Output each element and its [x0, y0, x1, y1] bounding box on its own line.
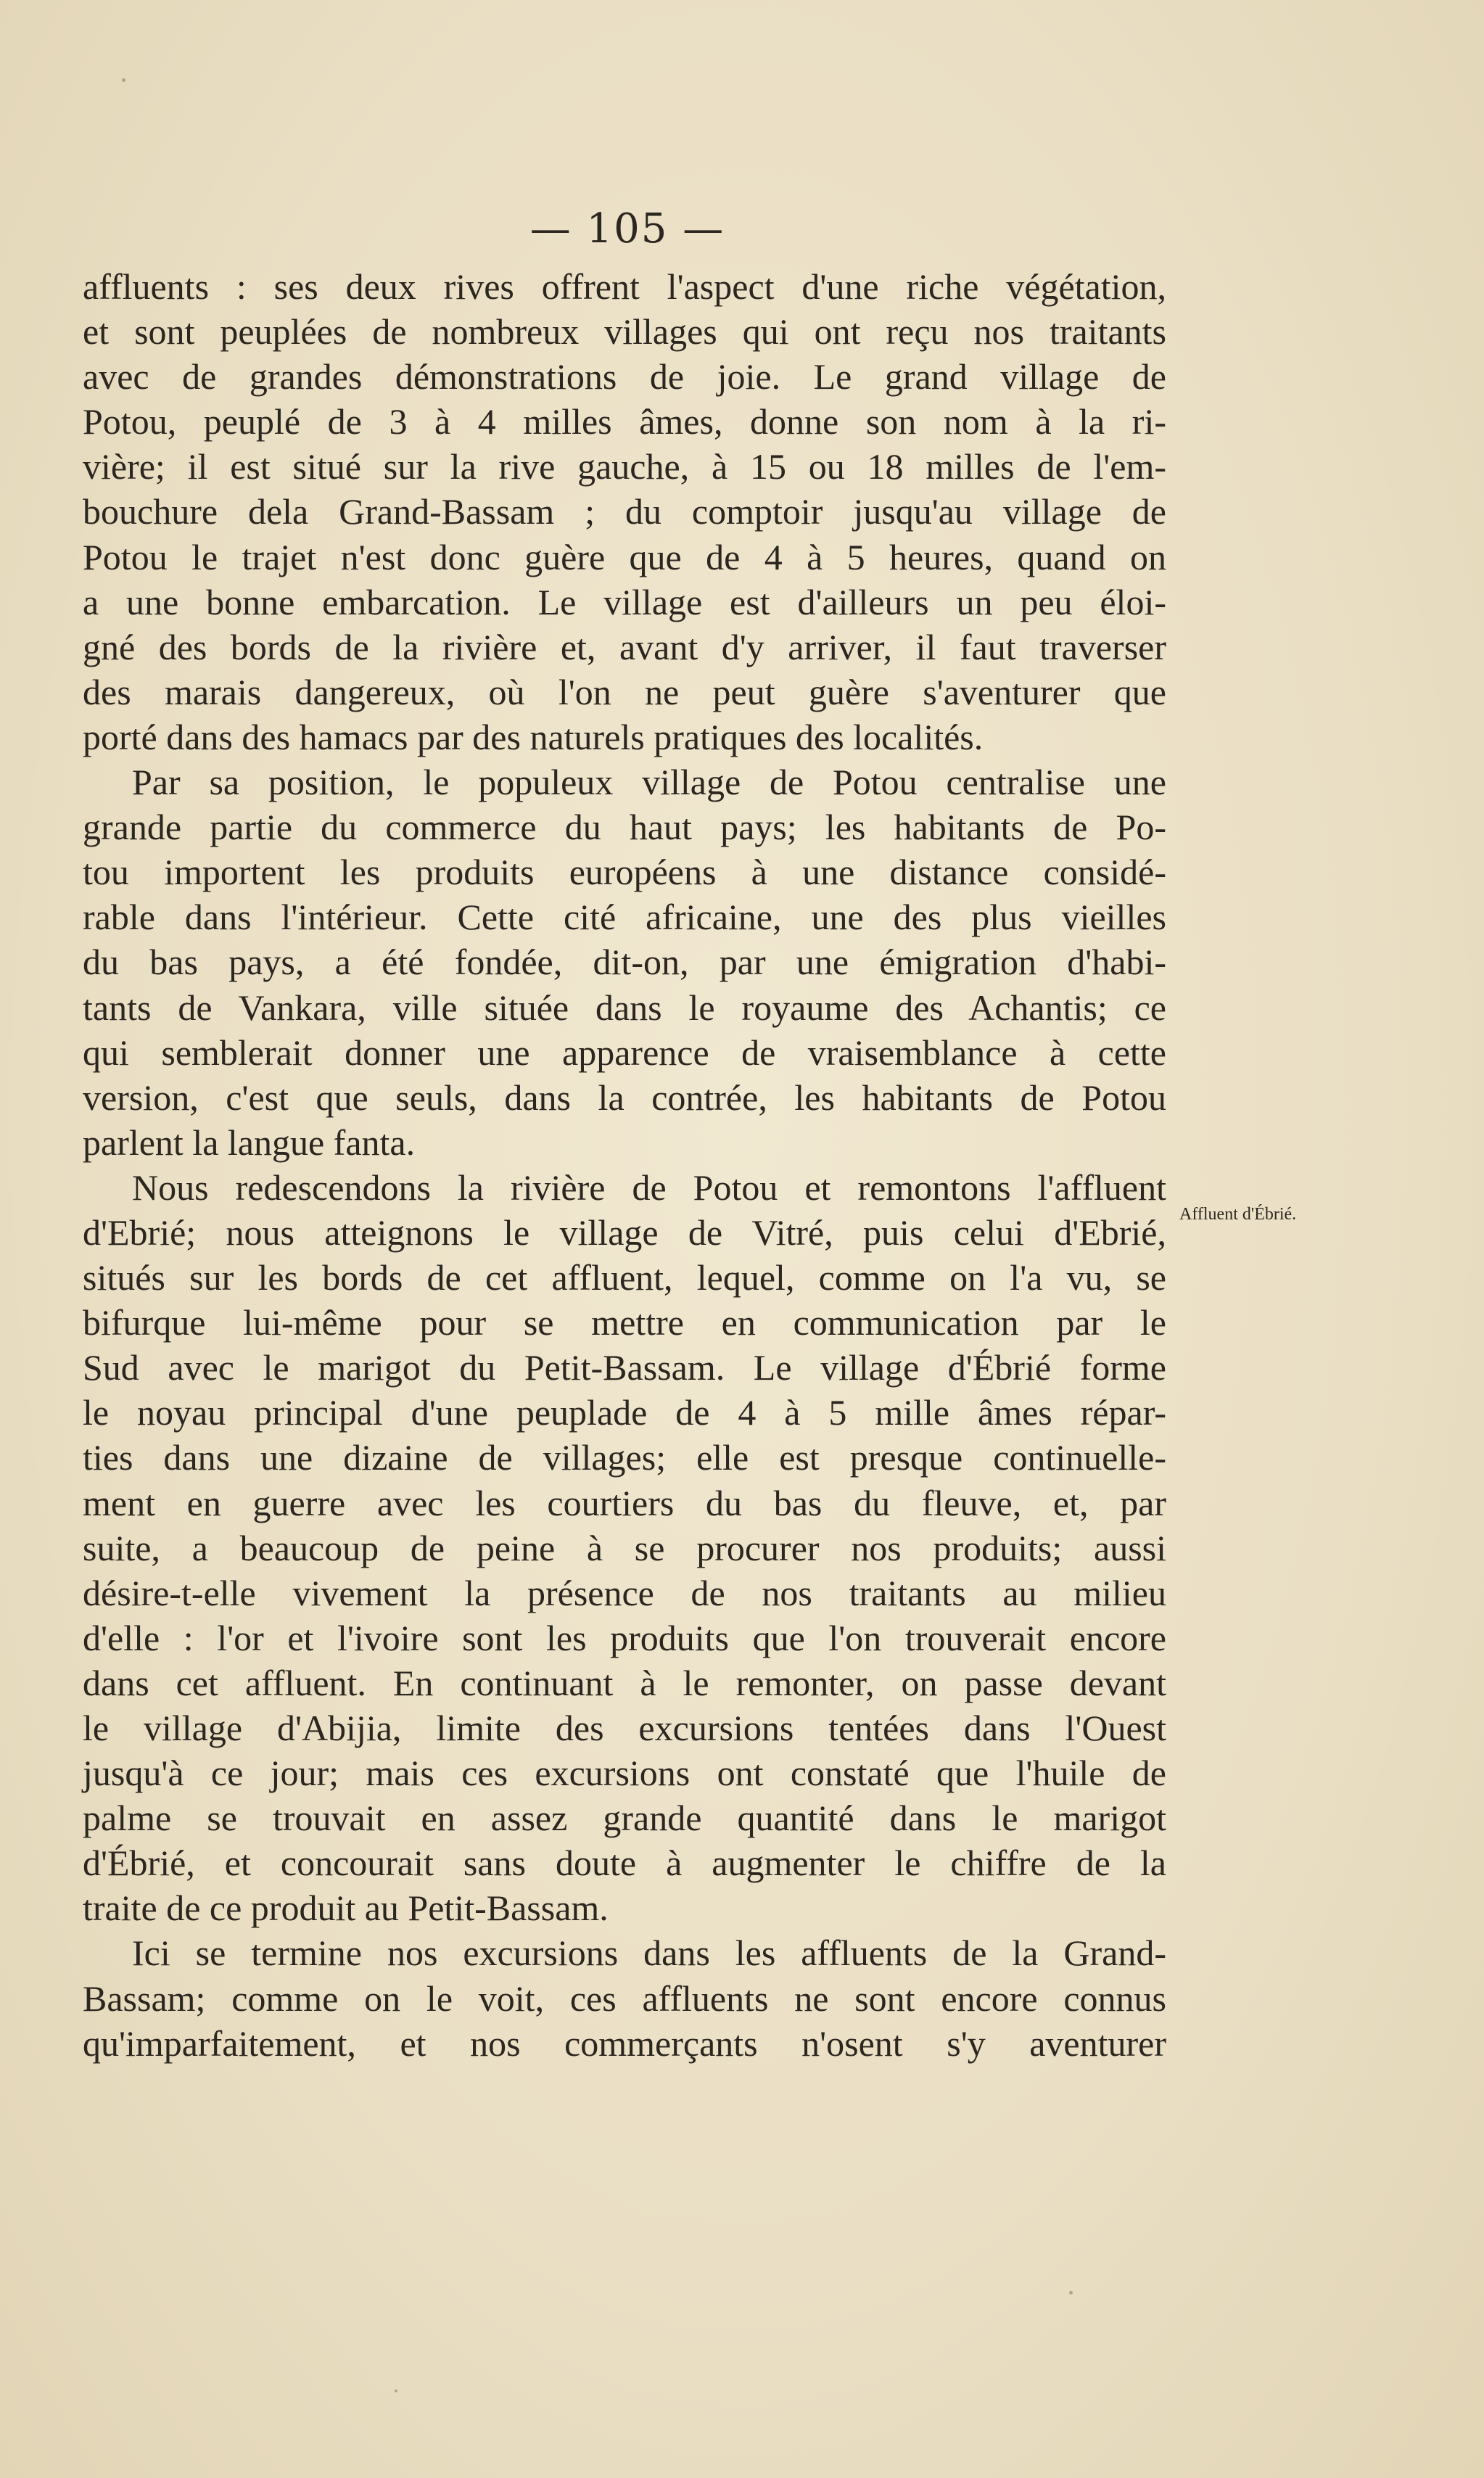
text-line: grande partie du commerce du haut pays; les habitants de Po-: [83, 807, 1166, 848]
page-number: — 105 —: [529, 205, 725, 252]
text-line: dans cet affluent. En continuant à le remonter, on passe devant: [83, 1662, 1166, 1703]
text-line: traite de ce produit au Petit-Bassam.: [83, 1888, 609, 1929]
text-line: du bas pays, a été fondée, dit-on, par une émigration d'habi-: [83, 942, 1166, 983]
text-line: Sud avec le marigot du Petit-Bassam. Le village d'Ébrié forme: [83, 1347, 1166, 1388]
text-line: tou importent les produits européens à une distance considé-: [83, 852, 1166, 893]
text-line: désire-t-elle vivement la présence de nos traitants au milieu: [83, 1572, 1166, 1613]
paper-speck: [122, 78, 125, 82]
text-line: rable dans l'intérieur. Cette cité africaine, une des plus vieilles: [83, 897, 1166, 938]
margin-note: Affluent d'Ébrié.: [1179, 1205, 1297, 1224]
text-line: situés sur les bords de cet affluent, lequel, comme on l'a vu, se: [83, 1257, 1166, 1298]
text-line: Potou, peuplé de 3 à 4 milles âmes, donne son nom à la ri-: [83, 401, 1166, 442]
text-line: Bassam; comme on le voit, ces affluents ne sont encore connus: [83, 1977, 1166, 2019]
text-line: et sont peuplées de nombreux villages qui ont reçu nos traitants: [83, 311, 1166, 353]
text-line: qui semblerait donner une apparence de vraisemblance à cette: [83, 1032, 1166, 1073]
body-text: [83, 264, 1166, 2066]
text-line: gné des bords de la rivière et, avant d'y arriver, il faut traverser: [83, 626, 1166, 667]
text-line: tants de Vankara, ville située dans le royaume des Achantis; ce: [83, 987, 1166, 1028]
paragraph-start-line: Nous redescendons la rivière de Potou et remontons l'affluent: [132, 1166, 1166, 1208]
text-line: ment en guerre avec les courtiers du bas du fleuve, et, par: [83, 1482, 1166, 1523]
text-line: vière; il est situé sur la rive gauche, à 15 ou 18 milles de l'em-: [83, 446, 1166, 487]
text-line: parlent la langue fanta.: [83, 1121, 416, 1163]
paper-speck: [395, 2390, 397, 2392]
text-line: d'elle : l'or et l'ivoire sont les produits que l'on trouverait encore: [83, 1617, 1166, 1658]
text-line: qu'imparfaitement, et nos commerçants n'osent s'y aventurer: [83, 2022, 1166, 2064]
text-line: version, c'est que seuls, dans la contrée, les habitants de Potou: [83, 1077, 1166, 1118]
text-line: le noyau principal d'une peuplade de 4 à 5 mille âmes répar-: [83, 1392, 1166, 1433]
paper-speck: [1069, 2291, 1073, 2294]
paragraph-start-line: Ici se termine nos excursions dans les affluents de la Grand-: [132, 1932, 1166, 1974]
text-line: a une bonne embarcation. Le village est d'ailleurs un peu éloi-: [83, 581, 1166, 622]
text-line: bouchure dela Grand-Bassam ; du comptoir jusqu'au village de: [83, 491, 1166, 532]
text-line: le village d'Abijia, limite des excursions tentées dans l'Ouest: [83, 1708, 1166, 1748]
text-line: avec de grandes démonstrations de joie. Le grand village de: [83, 356, 1166, 398]
text-line: bifurque lui-même pour se mettre en communication par le: [83, 1302, 1166, 1343]
text-line: jusqu'à ce jour; mais ces excursions ont constaté que l'huile de: [83, 1753, 1166, 1794]
text-line: d'Ébrié, et concourait sans doute à augmenter le chiffre de la: [83, 1843, 1166, 1884]
text-line: d'Ebrié; nous atteignons le village de Vitré, puis celui d'Ebrié,: [83, 1211, 1166, 1253]
text-line: Potou le trajet n'est donc guère que de 4 à 5 heures, quand on: [83, 536, 1166, 577]
text-line: porté dans des hamacs par des naturels pratiques des localités.: [83, 716, 984, 757]
text-line: palme se trouvait en assez grande quantité dans le marigot: [83, 1798, 1166, 1839]
paragraph-start-line: Par sa position, le populeux village de Potou centralise une: [132, 762, 1166, 803]
text-line: ties dans une dizaine de villages; elle est presque continuelle-: [83, 1437, 1166, 1478]
text-line: affluents : ses deux rives offrent l'aspect d'une riche végétation,: [83, 266, 1166, 307]
text-line: des marais dangereux, où l'on ne peut guère s'aventurer que: [83, 671, 1166, 712]
text-line: suite, a beaucoup de peine à se procurer nos produits; aussi: [83, 1527, 1166, 1568]
